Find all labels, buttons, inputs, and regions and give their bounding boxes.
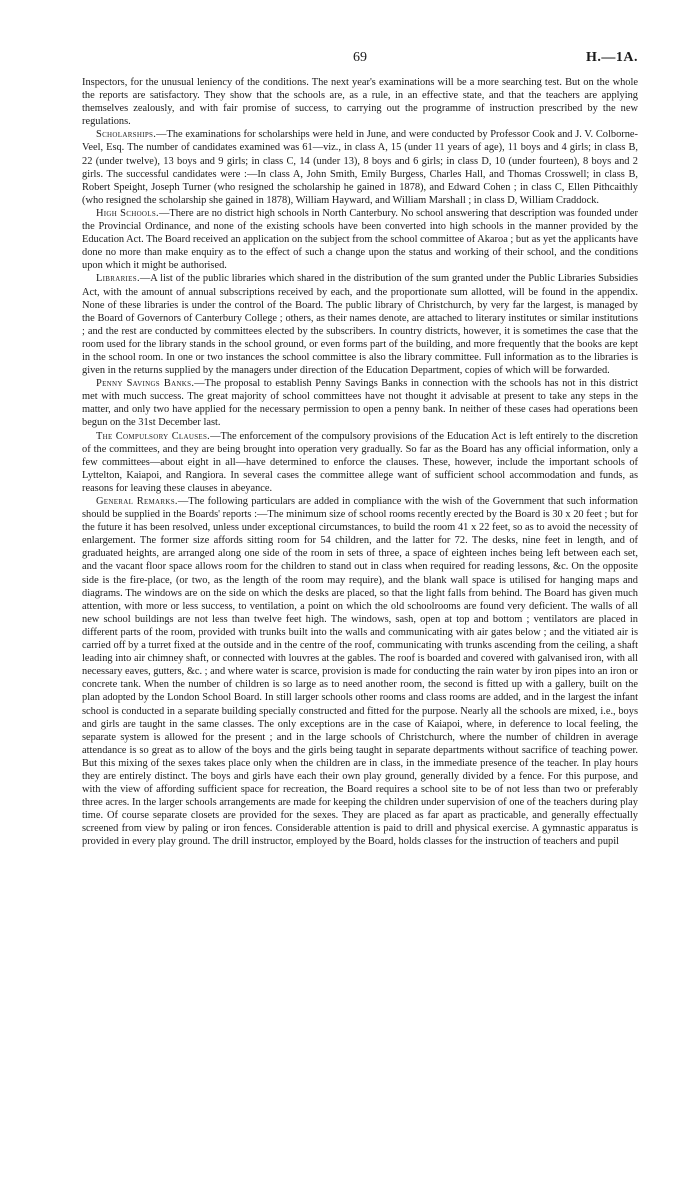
section-heading: The Compulsory Clauses. [96,430,211,442]
paragraph-intro [82,76,638,128]
section-heading: High Schools. [96,207,159,219]
paragraph-text: —There are no district high schools in North Canterbury. No school answering that description was founded under the Provincial Ordinance, and none of the existing schools have been converted into high schools in the manner provided by the Education Act. The Board received an application on the subject from the school committee of Akaroa ; but as yet the applicants have done no more than make enquiry as to the effect of such a change upon the status and working of their school, and the conditions upon which it might be authorised. [82,207,638,272]
page-number: 69 [353,50,367,65]
paragraph-text: —The proposal to establish Penny Savings Banks in connection with the schools has not in this district met with much success. The great majority of school committees have not thought it advisable at present to take any steps in the matter, and only two have applied for the necessary permission to open a penny bank. In neither of these cases had operations been begun on the 31st December last. [82,378,638,429]
paragraph-compulsory-clauses [82,430,638,495]
paragraph-libraries [82,272,638,377]
paragraph-high-schools [82,207,638,272]
document-page [82,50,638,849]
paragraph-scholarships [82,128,638,207]
section-heading: Scholarships. [96,129,157,141]
section-heading: Libraries. [96,273,140,285]
paragraph-penny-savings-banks [82,377,638,429]
paragraph-text: —The enforcement of the compulsory provisions of the Education Act is left entirely to the discretion of the committees, and they are being brought into operation very gradually. So far as the Board has any official information, only a few committees—about eight in all—have determined to enforce the clauses. These, however, include the important schools of Lyttelton, Kaiapoi, and Rangiora. In several cases the committee allege want of sufficient school accommodation and funds, as reasons for leaving these clauses in abeyance. [82,430,638,494]
section-heading: General Remarks. [96,496,178,507]
body-text [82,76,638,849]
paragraph-text: —The following particulars are added in compliance with the wish of the Government that such information should be supplied in the Boards' reports :—The minimum size of school rooms recently erected by the Board is 30 x 20 feet ; but for the future it has been resolved, unless under exceptional circumstances, to build the room 41 x 22 feet, so as to avoid the necessity of enlargement. The former size affords sitting room for 54 children, and the latter for 72. The desks, nine feet in length, and of graduated heights, are arranged along one side of the room in sets of three, a space of eighteen inches being left between each set, and the vacant floor space allows room for the children to stand out in class when required for reading lessons, &c. On the opposite side is the fire-place, (or two, as the length of the room may require), and the blank wall space is utilised for hanging maps and diagrams. The windows are on the side on which the desks are placed, so that the light falls from behind. The Board has given much attention, with more or less success, to ventilation, a point on which the old schoolrooms are found very deficient. The walls of all new school buildings are not less than twelve feet high. The windows, sash, open at top and bottom ; ventilators are placed in different parts of the room, provided with trunks built into the walls and communicating with air gates below ; and the vitiated air is carried off by a turret fixed at the outside and in the centre of the roof, communicating with trunks ascending from the ceiling, a shaft leading into air chimney shaft, or connected with louvres at the gables. The roof is boarded and covered with galvanised iron, with all necessary eaves, gutters, &c. ; and where water is scarce, provision is made for conducting the rain water by iron pipes into an iron or concrete tank. When the number of children is so large as to need another room, the second is fitted up with a gallery, built on the plan adopted by the London School Board. In still larger schools other rooms and class rooms are added, and in the largest the infant school is conducted in a separate building specially constructed and fitted for the purpose. Nearly all the schools are mixed, i.e., boys and girls are taught in the same classes. The only exceptions are in the case of Kaiapoi, where, in deference to local feeling, the separate system is allowed for the present ; and in the large schools of Christchurch, where the number of children in average attendance is so great as to allow of the boys and the girls being taught in separate departments without sacrifice of teaching power. But this mixing of the sexes takes place only when the children are in class, in the immediate presence of the teacher. In play hours they are entirely distinct. The boys and girls have each their own play ground, generally divided by a fence. For this purpose, and with the view of affording sufficient space for recreation, the Board requires a school site to be of not less than two or preferably three acres. In the larger schools arrangements are made for keeping the children under supervision of one of the teachers during play time. Of course separate closets are provided for the sexes. They are placed as far apart as practicable, and generally effectually screened from view by paling or iron fences. Considerable attention is paid to drill and physical exercise. A gymnastic apparatus is provided in every play ground. The drill instructor, employed by the Board, holds classes for the instruction of teachers and pupil [82,496,638,848]
section-heading: Penny Savings Banks. [96,378,195,390]
paragraph-text: —The examinations for scholarships were held in June, and were conducted by Professor Cook and J. V. Colborne-Veel, Esq. The number of candidates examined was 61—viz., in class A, 15 (under 11 years of age), 11 boys and 4 girls; in class B, 22 (under twelve), 13 boys and 9 girls; in class C, 14 (under 13), 8 boys and 6 girls; in class D, 10 (under fourteen), 8 boys and 2 girls. The successful candidates were :—In class A, John Smith, Emily Burgess, Charles Hall, and Thomas Crosswell; in class B, Robert Speight, Joseph Turner (who resigned the scholarship he gained in 1878), and Edward Cohen ; in class C, Ellen Pithcaithly (who resigned the scholarship she gained in 1878), William Hayward, and William Marshall ; in class D, William Craddock. [82,129,638,206]
page-header [82,50,638,70]
document-reference: H.—1A. [586,50,638,65]
paragraph-general-remarks [82,495,638,849]
paragraph-text: Inspectors, for the unusual leniency of the conditions. The next year's examinations will be a more searching test. But on the whole the reports are satisfactory. They show that the schools are, as a rule, in an effective state, and that the teachers are applying themselves zealously, and with fair promise of success, to carrying out the programme of instruction prescribed by the new regulations. [82,77,638,128]
paragraph-text: —A list of the public libraries which shared in the distribution of the sum granted under the Public Libraries Subsidies Act, with the amount of annual subscriptions received by each, and the proportionate sum allotted, will be found in the appendix. None of these libraries is under the control of the Board. The public library of Christchurch, by very far the largest, is managed by the Board of Governors of Canterbury College ; others, as their names denote, are attached to literary institutes or similar institutions ; and the rest are conducted by committees elected by the subscribers. In country districts, however, it is sometimes the case that the room used for the library stands in the school ground, or even forms part of the building, and more frequently that the books are kept in the school room. In one or two instances the school committee is also the library committee. Full information as to the libraries is given in the returns supplied by the managers under direction of the Education Department, copies of which will be forwarded. [82,273,638,377]
